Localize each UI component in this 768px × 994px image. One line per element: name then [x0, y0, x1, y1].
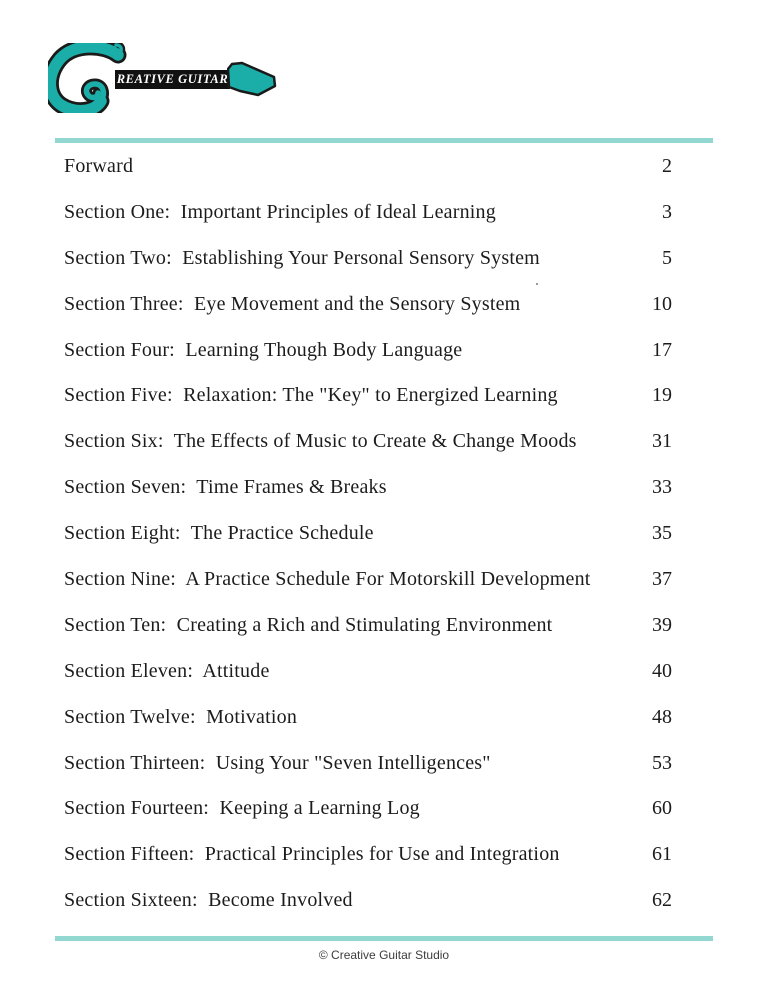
toc-entry-page: 10	[652, 292, 672, 315]
table-of-contents	[64, 153, 672, 933]
toc-entry-page: 60	[652, 797, 672, 820]
toc-entry-title: Section Eleven: Attitude	[64, 659, 270, 682]
logo-banner-text: REATIVE GUITAR	[116, 72, 229, 86]
toc-row	[64, 795, 672, 841]
toc-entry-title: Section Ten: Creating a Rich and Stimulating Environment	[64, 613, 553, 636]
toc-entry-page: 40	[652, 659, 672, 682]
creative-guitar-logo	[48, 43, 288, 113]
toc-entry-page: 5	[662, 246, 672, 269]
toc-row	[64, 337, 672, 383]
toc-row	[64, 566, 672, 612]
toc-entry-title: Section Fourteen: Keeping a Learning Log	[64, 797, 420, 820]
toc-row	[64, 245, 672, 291]
footer-copyright: © Creative Guitar Studio	[318, 948, 450, 962]
toc-entry-page: 39	[652, 613, 672, 636]
toc-entry-page: 19	[652, 384, 672, 407]
logo-banner	[115, 70, 230, 89]
toc-entry-title: Section Five: Relaxation: The "Key" to Energized Learning	[64, 384, 558, 407]
toc-entry-title: Section Nine: A Practice Schedule For Motorskill Development	[64, 568, 591, 591]
toc-row	[64, 474, 672, 520]
toc-entry-title: Section Twelve: Motivation	[64, 705, 298, 728]
toc-row	[64, 428, 672, 474]
toc-entry-title: Section Sixteen: Become Involved	[64, 889, 353, 912]
toc-entry-page: 61	[652, 843, 672, 866]
toc-entry-title: Section Eight: The Practice Schedule	[64, 522, 374, 545]
toc-entry-page: 37	[652, 568, 672, 591]
toc-entry-page: 62	[652, 889, 672, 912]
toc-row	[64, 291, 672, 337]
toc-row	[64, 750, 672, 796]
toc-entry-title: Forward	[64, 155, 134, 177]
scan-artifact-dot	[536, 283, 538, 285]
guitar-headstock-icon	[227, 60, 279, 100]
bottom-divider	[55, 936, 713, 941]
toc-row	[64, 658, 672, 704]
toc-row	[64, 887, 672, 933]
toc-row	[64, 612, 672, 658]
toc-row	[64, 520, 672, 566]
toc-entry-page: 17	[652, 338, 672, 361]
toc-entry-title: Section Two: Establishing Your Personal Sensory System	[64, 246, 540, 269]
toc-entry-title: Section Thirteen: Using Your "Seven Intelligences"	[64, 751, 491, 774]
toc-row	[64, 841, 672, 887]
toc-entry-title: Section Seven: Time Frames & Breaks	[64, 476, 387, 499]
top-divider	[55, 138, 713, 143]
toc-row	[64, 704, 672, 750]
toc-entry-page: 2	[662, 155, 672, 177]
toc-entry-page: 53	[652, 751, 672, 774]
toc-entry-page: 35	[652, 522, 672, 545]
toc-row	[64, 153, 672, 199]
toc-entry-title: Section Three: Eye Movement and the Sensory System	[64, 292, 521, 315]
toc-row	[64, 382, 672, 428]
toc-entry-title: Section Fifteen: Practical Principles for Use and Integration	[64, 843, 560, 866]
toc-entry-page: 48	[652, 705, 672, 728]
toc-entry-title: Section Four: Learning Though Body Language	[64, 338, 463, 361]
toc-entry-page: 31	[652, 430, 672, 453]
toc-entry-title: Section Six: The Effects of Music to Create & Change Moods	[64, 430, 577, 453]
toc-row	[64, 199, 672, 245]
toc-entry-page: 33	[652, 476, 672, 499]
toc-entry-title: Section One: Important Principles of Ideal Learning	[64, 200, 496, 223]
toc-entry-page: 3	[662, 200, 672, 223]
